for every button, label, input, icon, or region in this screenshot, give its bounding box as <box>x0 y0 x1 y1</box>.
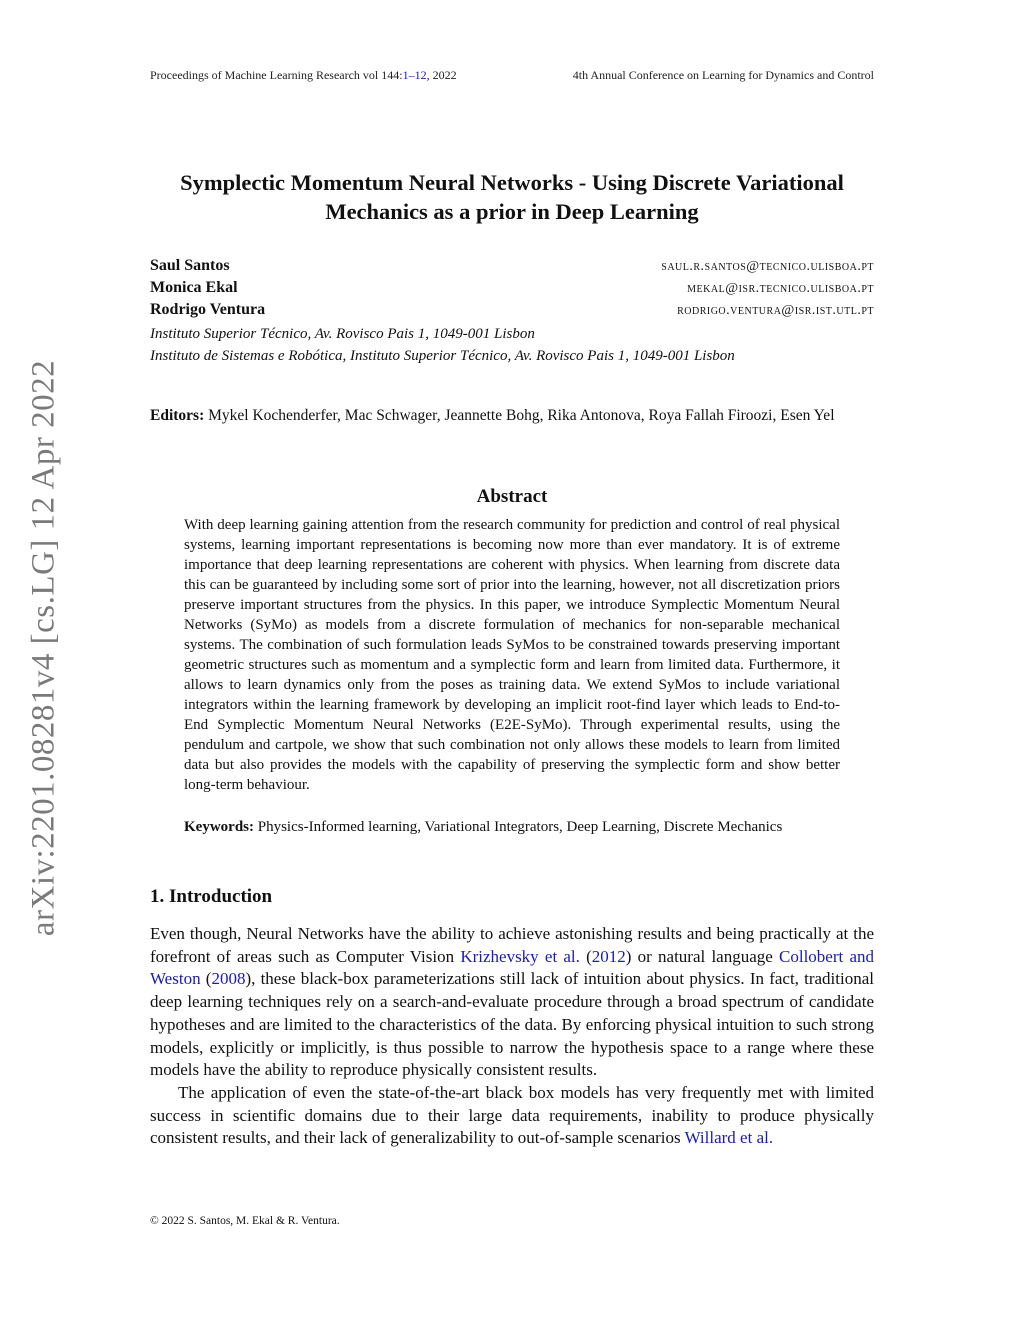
author-email: rodrigo.ventura@isr.ist.utl.pt <box>677 303 874 318</box>
section-heading-introduction: 1. Introduction <box>150 886 273 907</box>
editors-line <box>150 405 874 427</box>
affiliation: Instituto Superior Técnico, Av. Rovisco Pais 1, 1049-001 Lisbon <box>150 326 535 342</box>
keywords-label: Keywords: <box>184 819 254 835</box>
editors-label: Editors: <box>150 407 205 424</box>
body-text: ( <box>200 969 212 989</box>
author-email: mekal@isr.tecnico.ulisboa.pt <box>687 281 874 296</box>
citation-year-link[interactable]: 2008 <box>211 969 246 989</box>
keywords-text: Physics-Informed learning, Variational Integrators, Deep Learning, Discrete Mechanics <box>257 819 783 835</box>
abstract-text: With deep learning gaining attention from the research community for prediction and control of real physical systems, learning important representations is becoming now more than ever mandatory. It is of extreme importance that deep learning representations are coherent with physics. When learning from discrete data this can be guaranteed by including some sort of prior into the learning, however, not all discretization priors preserve important structures from the physics. In this paper, we introduce Symplectic Momentum Neural Networks (SyMo) as models from a discrete formulation of mechanics for non-separable mechanical systems. The combination of such formulation leads SyMos to be constrained towards preserving important geometric structures such as momentum and a symplectic form and learn from limited data. Furthermore, it allows to learn dynamics only from the poses as training data. We extend SyMos to include variational integrators within the learning framework by developing an implicit root-find layer which leads to End-to-End Symplectic Momentum Neural Networks (E2E-SyMo). Through experimental results, using the pendulum and cartpole, we show that such combination not only allows these models to learn from limited data but also provides the models with the capability of preserving the symplectic form and show better long-term behaviour. <box>184 517 840 793</box>
author-row <box>150 279 874 301</box>
citation-year-link[interactable]: 2012 <box>591 946 626 966</box>
body-text: Even though, Neural Networks have the ability to achieve astonishing results and being practically at the forefront of areas such as Computer Vision <box>150 924 874 966</box>
running-header-left <box>150 68 457 83</box>
body-text: ( <box>579 946 592 966</box>
arxiv-stamp: arXiv:2201.08281v4 [cs.LG] 12 Apr 2022 <box>25 359 62 937</box>
author-row <box>150 301 874 323</box>
page-range-link[interactable]: 1–12 <box>402 68 427 82</box>
body-text: The application of even the state-of-the-art black box models has very frequently met with limited success in scientific domains due to their large data requirements, inability to produce physically consistent results, and their lack of generalizability to out-of-sample scenarios <box>150 1082 874 1148</box>
introduction-body <box>150 923 874 1150</box>
intro-paragraph-1 <box>150 923 874 1082</box>
title-line-2: Mechanics as a prior in Deep Learning <box>325 199 699 224</box>
intro-paragraph-2 <box>150 1082 874 1150</box>
author-row <box>150 257 874 279</box>
affiliation: Instituto de Sistemas e Robótica, Instituto Superior Técnico, Av. Rovisco Pais 1, 1049-001 Lisbon <box>150 348 735 364</box>
keywords-line <box>184 817 840 837</box>
author-block <box>150 257 874 367</box>
citation-link[interactable]: Willard et al. <box>684 1128 774 1148</box>
copyright-footer: © 2022 S. Santos, M. Ekal & R. Ventura. <box>150 1215 340 1227</box>
citation-link[interactable]: Krizhevsky et al. <box>460 946 580 966</box>
author-email: saul.r.santos@tecnico.ulisboa.pt <box>661 259 874 274</box>
abstract-heading: Abstract <box>476 486 548 507</box>
author-name: Monica Ekal <box>150 279 238 296</box>
proceedings-text: Proceedings of Machine Learning Research vol 144: <box>150 68 403 82</box>
citation-link[interactable]: Collobert and Weston <box>150 946 874 989</box>
running-header-right: 4th Annual Conference on Learning for Dynamics and Control <box>572 68 874 82</box>
editors-names: Mykel Kochenderfer, Mac Schwager, Jeannette Bohg, Rika Antonova, Roya Fallah Firoozi, Esen Yel <box>208 407 835 424</box>
author-name: Rodrigo Ventura <box>150 301 266 318</box>
body-text: ), these black-box parameterizations still lack of intuition about physics. In fact, traditional deep learning techniques rely on a search-and-evaluate procedure through a broad spectrum of candidate hypotheses and are limited to the characteristics of the data. By enforcing physical intuition to such strong models, explicitly or implicitly, is thus possible to narrow the hypothesis space to a range where these models have the ability to reproduce physically consistent results. <box>150 969 874 1080</box>
title-line-1: Symplectic Momentum Neural Networks - Using Discrete Variational <box>180 170 844 195</box>
proceedings-year: , 2022 <box>426 68 457 82</box>
paper-title <box>130 168 894 226</box>
body-text: ) or natural language <box>625 946 780 966</box>
author-name: Saul Santos <box>150 257 230 274</box>
